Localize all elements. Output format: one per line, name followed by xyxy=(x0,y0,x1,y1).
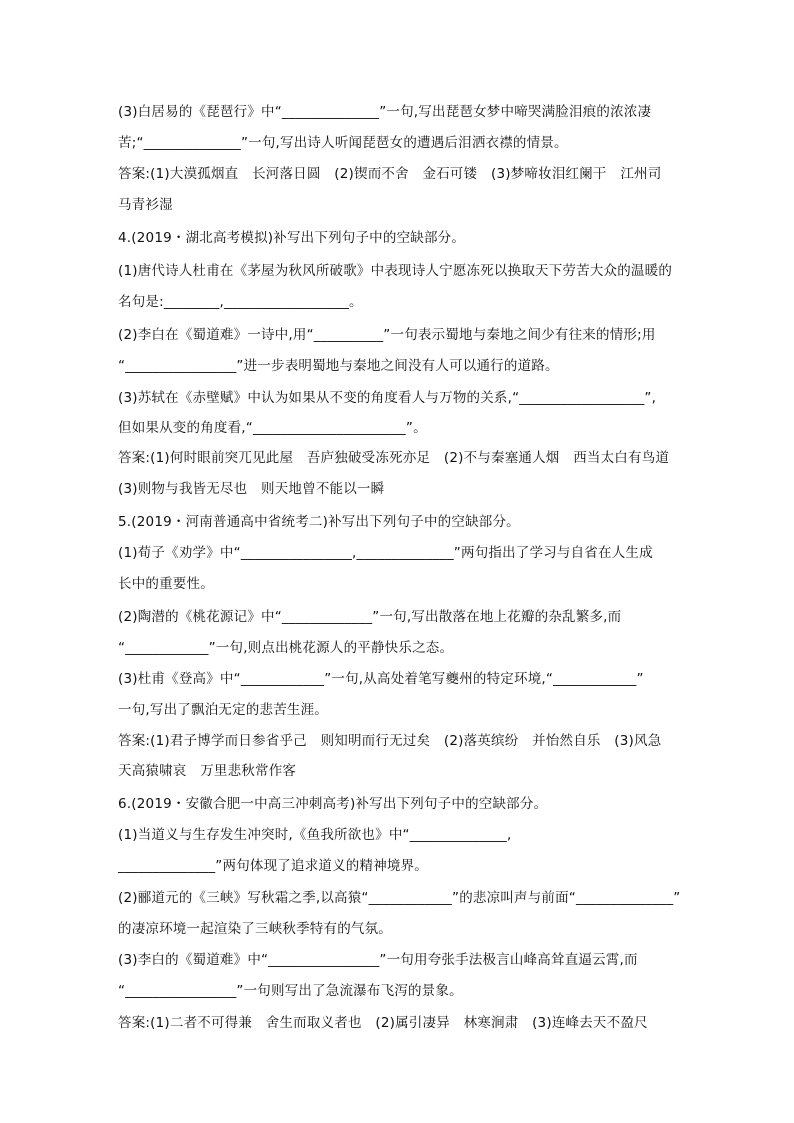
answer-3-cont: 马青衫湿 xyxy=(118,197,173,213)
question-6-3-cont: “________________”一句则写出了急流瀑布飞泻的景象。 xyxy=(118,983,463,999)
question-4-1-cont: 名句是:________,__________________。 xyxy=(118,294,363,310)
question-5-3-cont: 一句,写出了飘泊无定的悲苦生涯。 xyxy=(118,702,328,718)
question-5-heading: 5.(2019・河南普通高中省统考二)补写出下列句子中的空缺部分。 xyxy=(118,514,520,530)
question-5-3: (3)杜甫《登高》中“____________”一句,从高处着笔写夔州的特定环境,“____________” xyxy=(118,671,644,687)
question-4-3-cont: 但如果从变的角度看,“______________________”。 xyxy=(118,420,427,436)
question-3-3-prompt: (3)白居易的《琵琶行》中“______________”一句,写出琵琶女梦中啼哭满脸泪痕的浓浓凄 xyxy=(118,104,652,120)
question-5-2-cont: “____________”一句,则点出桃花源人的平静快乐之态。 xyxy=(118,640,454,656)
answer-4-cont: (3)则物与我皆无尽也 则天地曾不能以一瞬 xyxy=(118,481,385,497)
answer-3: 答案:(1)大漠孤烟直 长河落日圆 (2)锲而不舍 金石可镂 (3)梦啼妆泪红阑干 江州司 xyxy=(118,166,662,182)
question-4-2-cont: “________________”进一步表明蜀地与秦地之间没有人可以通行的道路。 xyxy=(118,358,559,374)
question-6-heading: 6.(2019・安徽合肥一中高三冲刺高考)补写出下列句子中的空缺部分。 xyxy=(118,796,548,812)
question-4-1: (1)唐代诗人杜甫在《茅屋为秋风所破歌》中表现诗人宁愿冻死以换取天下劳苦大众的温暖的 xyxy=(118,263,673,279)
question-6-1-cont: ______________”两句体现了追求道义的精神境界。 xyxy=(118,858,428,874)
question-4-heading: 4.(2019・湖北高考模拟)补写出下列句子中的空缺部分。 xyxy=(118,230,466,246)
question-5-1-cont: 长中的重要性。 xyxy=(118,576,214,592)
question-4-2: (2)李白在《蜀道难》一诗中,用“__________”一句表示蜀地与秦地之间少有往来的情形;用 xyxy=(118,327,656,343)
question-5-2: (2)陶潜的《桃花源记》中“_____________”一句,写出散落在地上花瓣的杂乱繁多,而 xyxy=(118,609,622,625)
question-4-3: (3)苏轼在《赤壁赋》中认为如果从不变的角度看人与万物的关系,“__________________”, xyxy=(118,390,657,406)
answer-5-cont: 天高猿啸哀 万里悲秋常作客 xyxy=(118,763,297,779)
question-5-1: (1)荀子《劝学》中“________________,______________”两句指出了学习与自省在人生成 xyxy=(118,545,653,561)
question-6-2: (2)郦道元的《三峡》写秋霜之季,以高猿“____________”的悲凉叫声与前面“______________” xyxy=(118,890,681,906)
question-3-3-prompt-cont: 苦;“______________”一句,写出诗人听闻琵琶女的遭遇后泪洒衣襟的情景。 xyxy=(118,135,568,151)
answer-6: 答案:(1)二者不可得兼 舍生而取义者也 (2)属引凄异 林寒涧肃 (3)连峰去天不盈尺 xyxy=(118,1015,648,1031)
question-6-3: (3)李白的《蜀道难》中“________________”一句用夸张手法极言山峰高耸直逼云霄,而 xyxy=(118,952,638,968)
question-6-1: (1)当道义与生存发生冲突时,《鱼我所欲也》中“______________, xyxy=(118,827,512,843)
answer-5: 答案:(1)君子博学而日参省乎己 则知明而行无过矣 (2)落英缤纷 并怡然自乐 (3)风急 xyxy=(118,733,662,749)
answer-4: 答案:(1)何时眼前突兀见此屋 吾庐独破受冻死亦足 (2)不与秦塞通人烟 西当太白有鸟道 xyxy=(118,450,670,466)
question-6-2-cont: 的凄凉环境一起渲染了三峡秋季特有的气氛。 xyxy=(118,921,392,937)
